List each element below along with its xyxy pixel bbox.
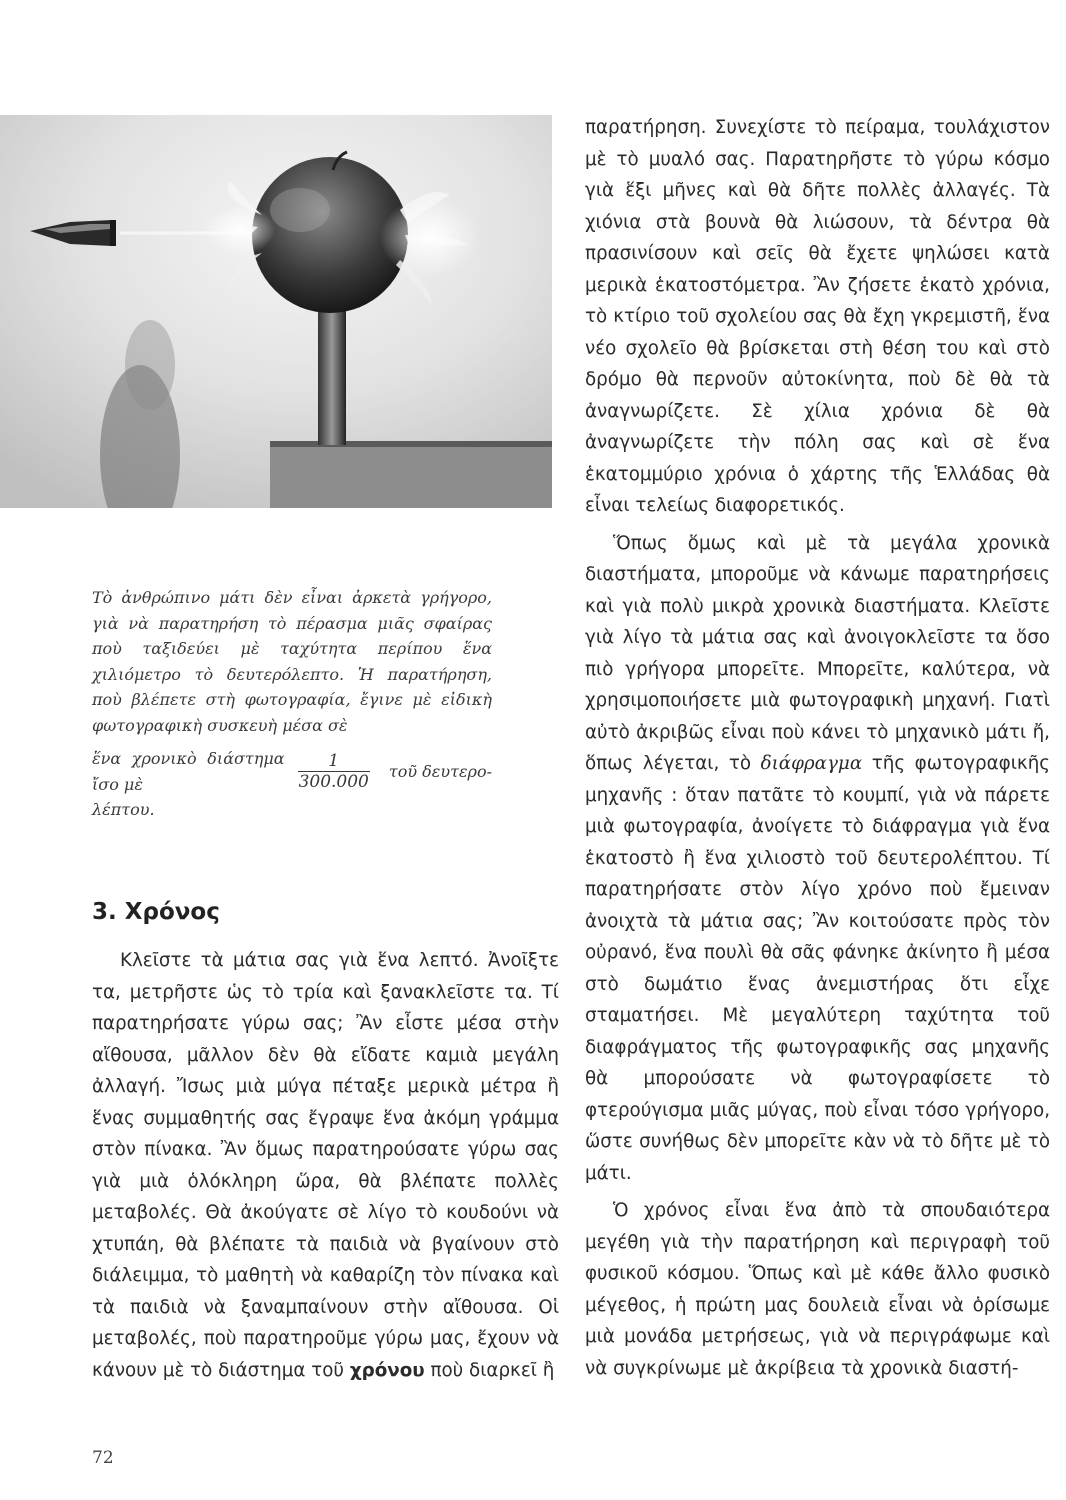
section-title: Χρόνος (124, 899, 220, 925)
caption-text: Τὸ ἀνθρώπινο μάτι δὲν εἶναι ἀρκετὰ γρήγορο, γιὰ νὰ παρατηρήση τὸ πέρασμα μιᾶς σφαίρας ποὺ ταξιδεύει μὲ ταχύτητα περίπου ἕνα χιλιόμετρο τὸ δευτερόλεπτο. Ἡ παρατήρηση, ποὺ βλέπετε στὴ φωτογραφία, ἔγινε μὲ εἰδικὴ φωτογραφικὴ συσκευὴ μέσα σὲ (92, 588, 492, 735)
paragraph (92, 945, 559, 1386)
right-column (585, 112, 1050, 1384)
fraction-numerator: 1 (328, 751, 340, 771)
fraction (295, 751, 373, 792)
bullet-apple-illustration (0, 115, 552, 508)
paragraph-text-end: ποὺ διαρκεῖ ἢ (430, 1359, 555, 1381)
emphasis-diaphragm-word: διάφραγμα (760, 753, 863, 774)
caption-text-end: λέπτου. (92, 800, 155, 819)
section-number: 3. (92, 899, 117, 925)
page-number: 72 (92, 1448, 114, 1468)
caption-fraction-line (92, 746, 492, 797)
paragraph (585, 528, 1050, 1190)
figure-caption (92, 585, 492, 823)
bullet-apple-photo (0, 115, 552, 508)
paragraph-text-end: τῆς φωτογραφικῆς μηχανῆς : ὅταν πατᾶτε τὸ κουμπί, γιὰ νὰ πάρετε μιὰ φωτογραφία, ἀνοίγετε τὸ διάφραγμα γιὰ ἕνα ἑκατοστὸ ἢ ἕνα χιλιοστὸ τοῦ δευτερολέπτου. Τί παρατηρήσατε στὸν λίγο χρόνο ποὺ ἔμειναν ἀνοιχτὰ τὰ μάτια σας; Ἂν κοιτούσατε πρὸς τὸν οὐρανό, ἕνα πουλὶ θὰ σᾶς φάνηκε ἀκίνητο ἢ μέσα στὸ δωμάτιο ἕνας ἀνεμιστήρας ὅτι εἶχε σταματήσει. Μὲ μεγαλύτερη ταχύτητα τοῦ διαφράγματος τῆς φωτογραφικῆς σας μηχανῆς θὰ μπορούσατε νὰ φωτογραφίσετε τὸ φτερούγισμα μιᾶς μύγας, ποὺ εἶναι τόσο γρήγορο, ὥστε συνήθως δὲν μπορεῖτε κὰν νὰ τὸ δῆτε μὲ τὸ μάτι. (585, 753, 1051, 1184)
section-heading (92, 899, 220, 925)
fraction-denominator: 300.000 (298, 772, 369, 792)
left-column (92, 945, 559, 1386)
paragraph-text: Κλεῖστε τὰ μάτια σας γιὰ ἕνα λεπτό. Ἀνοῖξτε τα, μετρῆστε ὡς τὸ τρία καὶ ξανακλεῖστε τα. Τί παρατηρήσατε γύρω σας; Ἂν εἶστε μέσα στὴν αἴθουσα, μᾶλλον δὲν θὰ εἴδατε καμιὰ μεγάλη ἀλλαγή. Ἴσως μιὰ μύγα πέταξε μερικὰ μέτρα ἢ ἕνας συμμαθητής σας ἔγραψε ἕνα ἀκόμη γράμμα στὸν πίνακα. Ἂν ὅμως παρατηρούσατε γύρω σας γιὰ μιὰ ὁλόκληρη ὥρα, θὰ βλέπατε πολλὲς μεταβολές. Θὰ ἀκούγατε σὲ λίγο τὸ κουδούνι νὰ χτυπάη, θὰ βλέπατε τὰ παιδιὰ νὰ βγαίνουν στὸ διάλειμμα, τὸ μαθητὴ νὰ καθαρίζη τὸν πίνακα καὶ τὰ παιδιὰ νὰ ξαναμπαίνουν στὴν αἴθουσα. Οἱ μεταβολές, ποὺ παρατηροῦμε γύρω μας, ἔχουν νὰ κάνουν μὲ τὸ διάστημα τοῦ (92, 950, 559, 1381)
paragraph: Ὁ χρόνος εἶναι ἕνα ἀπὸ τὰ σπουδαιότερα μεγέθη γιὰ τὴν παρατήρηση καὶ περιγραφὴ τοῦ φυσικοῦ κόσμου. Ὅπως καὶ μὲ κάθε ἄλλο φυσικὸ μέγεθος, ἡ πρώτη μας δουλειὰ εἶναι νὰ ὁρίσωμε μιὰ μονάδα μετρήσεως, γιὰ νὰ περιγράφωμε καὶ νὰ συγκρίνωμε μὲ ἀκρίβεια τὰ χρονικὰ διαστή- (585, 1200, 1050, 1379)
paragraph-text: Ὅπως ὅμως καὶ μὲ τὰ μεγάλα χρονικὰ διαστήματα, μποροῦμε νὰ κάνωμε παρατηρήσεις καὶ γιὰ πολὺ μικρὰ χρονικὰ διαστήματα. Κλεῖστε γιὰ λίγο τὰ μάτια σας καὶ ἀνοιγοκλεῖστε τα ὅσο πιὸ γρήγορα μπορεῖτε. Μπορεῖτε, καλύτερα, νὰ χρησιμοποιήσετε μιὰ φωτογραφικὴ μηχανή. Γιατὶ αὐτὸ ἀκριβῶς εἶναι ποὺ κάνει τὸ μηχανικὸ μάτι ἤ, ὅπως λέγεται, τὸ (585, 532, 1050, 774)
emphasis-time-word: χρόνου (349, 1359, 425, 1381)
caption-text-fraction-prefix: ἕνα χρονικὸ διάστημα ἴσο μὲ (92, 749, 285, 794)
paragraph: παρατήρηση. Συνεχίστε τὸ πείραμα, τουλάχιστον μὲ τὸ μυαλό σας. Παρατηρῆστε τὸ γύρω κόσμο γιὰ ἕξι μῆνες καὶ θὰ δῆτε πολλὲς ἀλλαγές. Τὰ χιόνια στὰ βουνὰ θὰ λιώσουν, τὰ δέντρα θὰ πρασινίσουν καὶ σεῖς θὰ ἔχετε ψηλώσει κατὰ μερικὰ ἑκατοστόμετρα. Ἂν ζήσετε ἑκατὸ χρόνια, τὸ κτίριο τοῦ σχολείου σας θὰ ἔχη γκρεμιστῆ, ἕνα νέο σχολεῖο θὰ βρίσκεται στὴ θέση του καὶ στὸ δρόμο θὰ περνοῦν αὐτοκίνητα, ποὺ δὲ θὰ τὰ ἀναγνωρίζετε. Σὲ χίλια χρόνια δὲ θὰ ἀναγνωρίζετε τὴν πόλη σας καὶ σὲ ἕνα ἑκατομμύριο χρόνια ὁ χάρτης τῆς Ἑλλάδας θὰ εἶναι τελείως διαφορετικός. (585, 117, 1050, 516)
caption-text-fraction-suffix: τοῦ δευτερο- (388, 761, 492, 781)
